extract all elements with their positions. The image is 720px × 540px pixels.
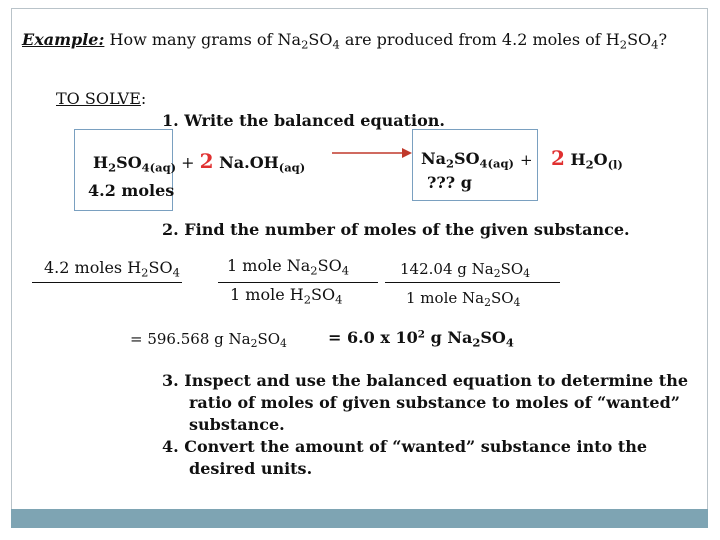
given-rule — [32, 282, 182, 283]
reactant-formula: $H_2SO_{4(aq)} + 2$ $Na.OH_{(aq)}$ — [93, 149, 306, 175]
step-3-line-1: 3. Inspect and use the balanced equation to determine the — [162, 371, 689, 390]
molar-mass-numerator: 142.04 g $Na_2SO_4$ — [400, 260, 531, 281]
given-moles: 4.2 moles — [88, 181, 175, 200]
step-1: 1. Write the balanced equation. — [162, 111, 445, 130]
coefficient-water: 2 — [551, 146, 565, 170]
reaction-arrow-icon — [330, 146, 414, 160]
slide-footer-bar — [11, 509, 708, 528]
step-3-line-3: substance. — [189, 415, 285, 434]
water-formula: 2 $H_2O_{(l)}$ — [551, 146, 623, 172]
step-2: 2. Find the number of moles of the given substance. — [162, 220, 630, 239]
given-quantity: 4.2 moles $H_2SO_4$ — [44, 258, 180, 280]
step-4-line-2: desired units. — [189, 459, 313, 478]
example-label: Example: — [22, 30, 105, 49]
coefficient-naoh: 2 — [199, 149, 214, 173]
step-4-line-1: 4. Convert the amount of “wanted” substance into the — [162, 437, 648, 456]
result-unrounded: = 596.568 g $Na_2SO_4$ — [130, 330, 287, 351]
product-plus: + — [520, 151, 533, 169]
result-rounded: = 6.0 x $10^2$ g $Na_2SO_4$ — [328, 328, 514, 350]
mole-ratio-numerator: 1 mole $Na_2SO_4$ — [227, 256, 350, 278]
unknown-grams: ??? g — [427, 173, 472, 192]
product-formula: $Na_2SO_{4(aq)}$ — [421, 149, 514, 171]
step-3-line-2: ratio of moles of given substance to moles of “wanted” — [189, 393, 680, 412]
molar-mass-rule — [385, 282, 560, 283]
molar-mass-denominator: 1 mole $Na_2SO_4$ — [406, 289, 521, 310]
mole-ratio-rule — [218, 282, 378, 283]
mole-ratio-denominator: 1 mole $H_2SO_4$ — [230, 285, 343, 307]
to-solve-heading: TO SOLVE: — [56, 89, 147, 108]
example-question: Example: How many grams of $Na_2SO_4$ are produced from 4.2 moles of $H_2SO_4$? — [22, 30, 668, 52]
